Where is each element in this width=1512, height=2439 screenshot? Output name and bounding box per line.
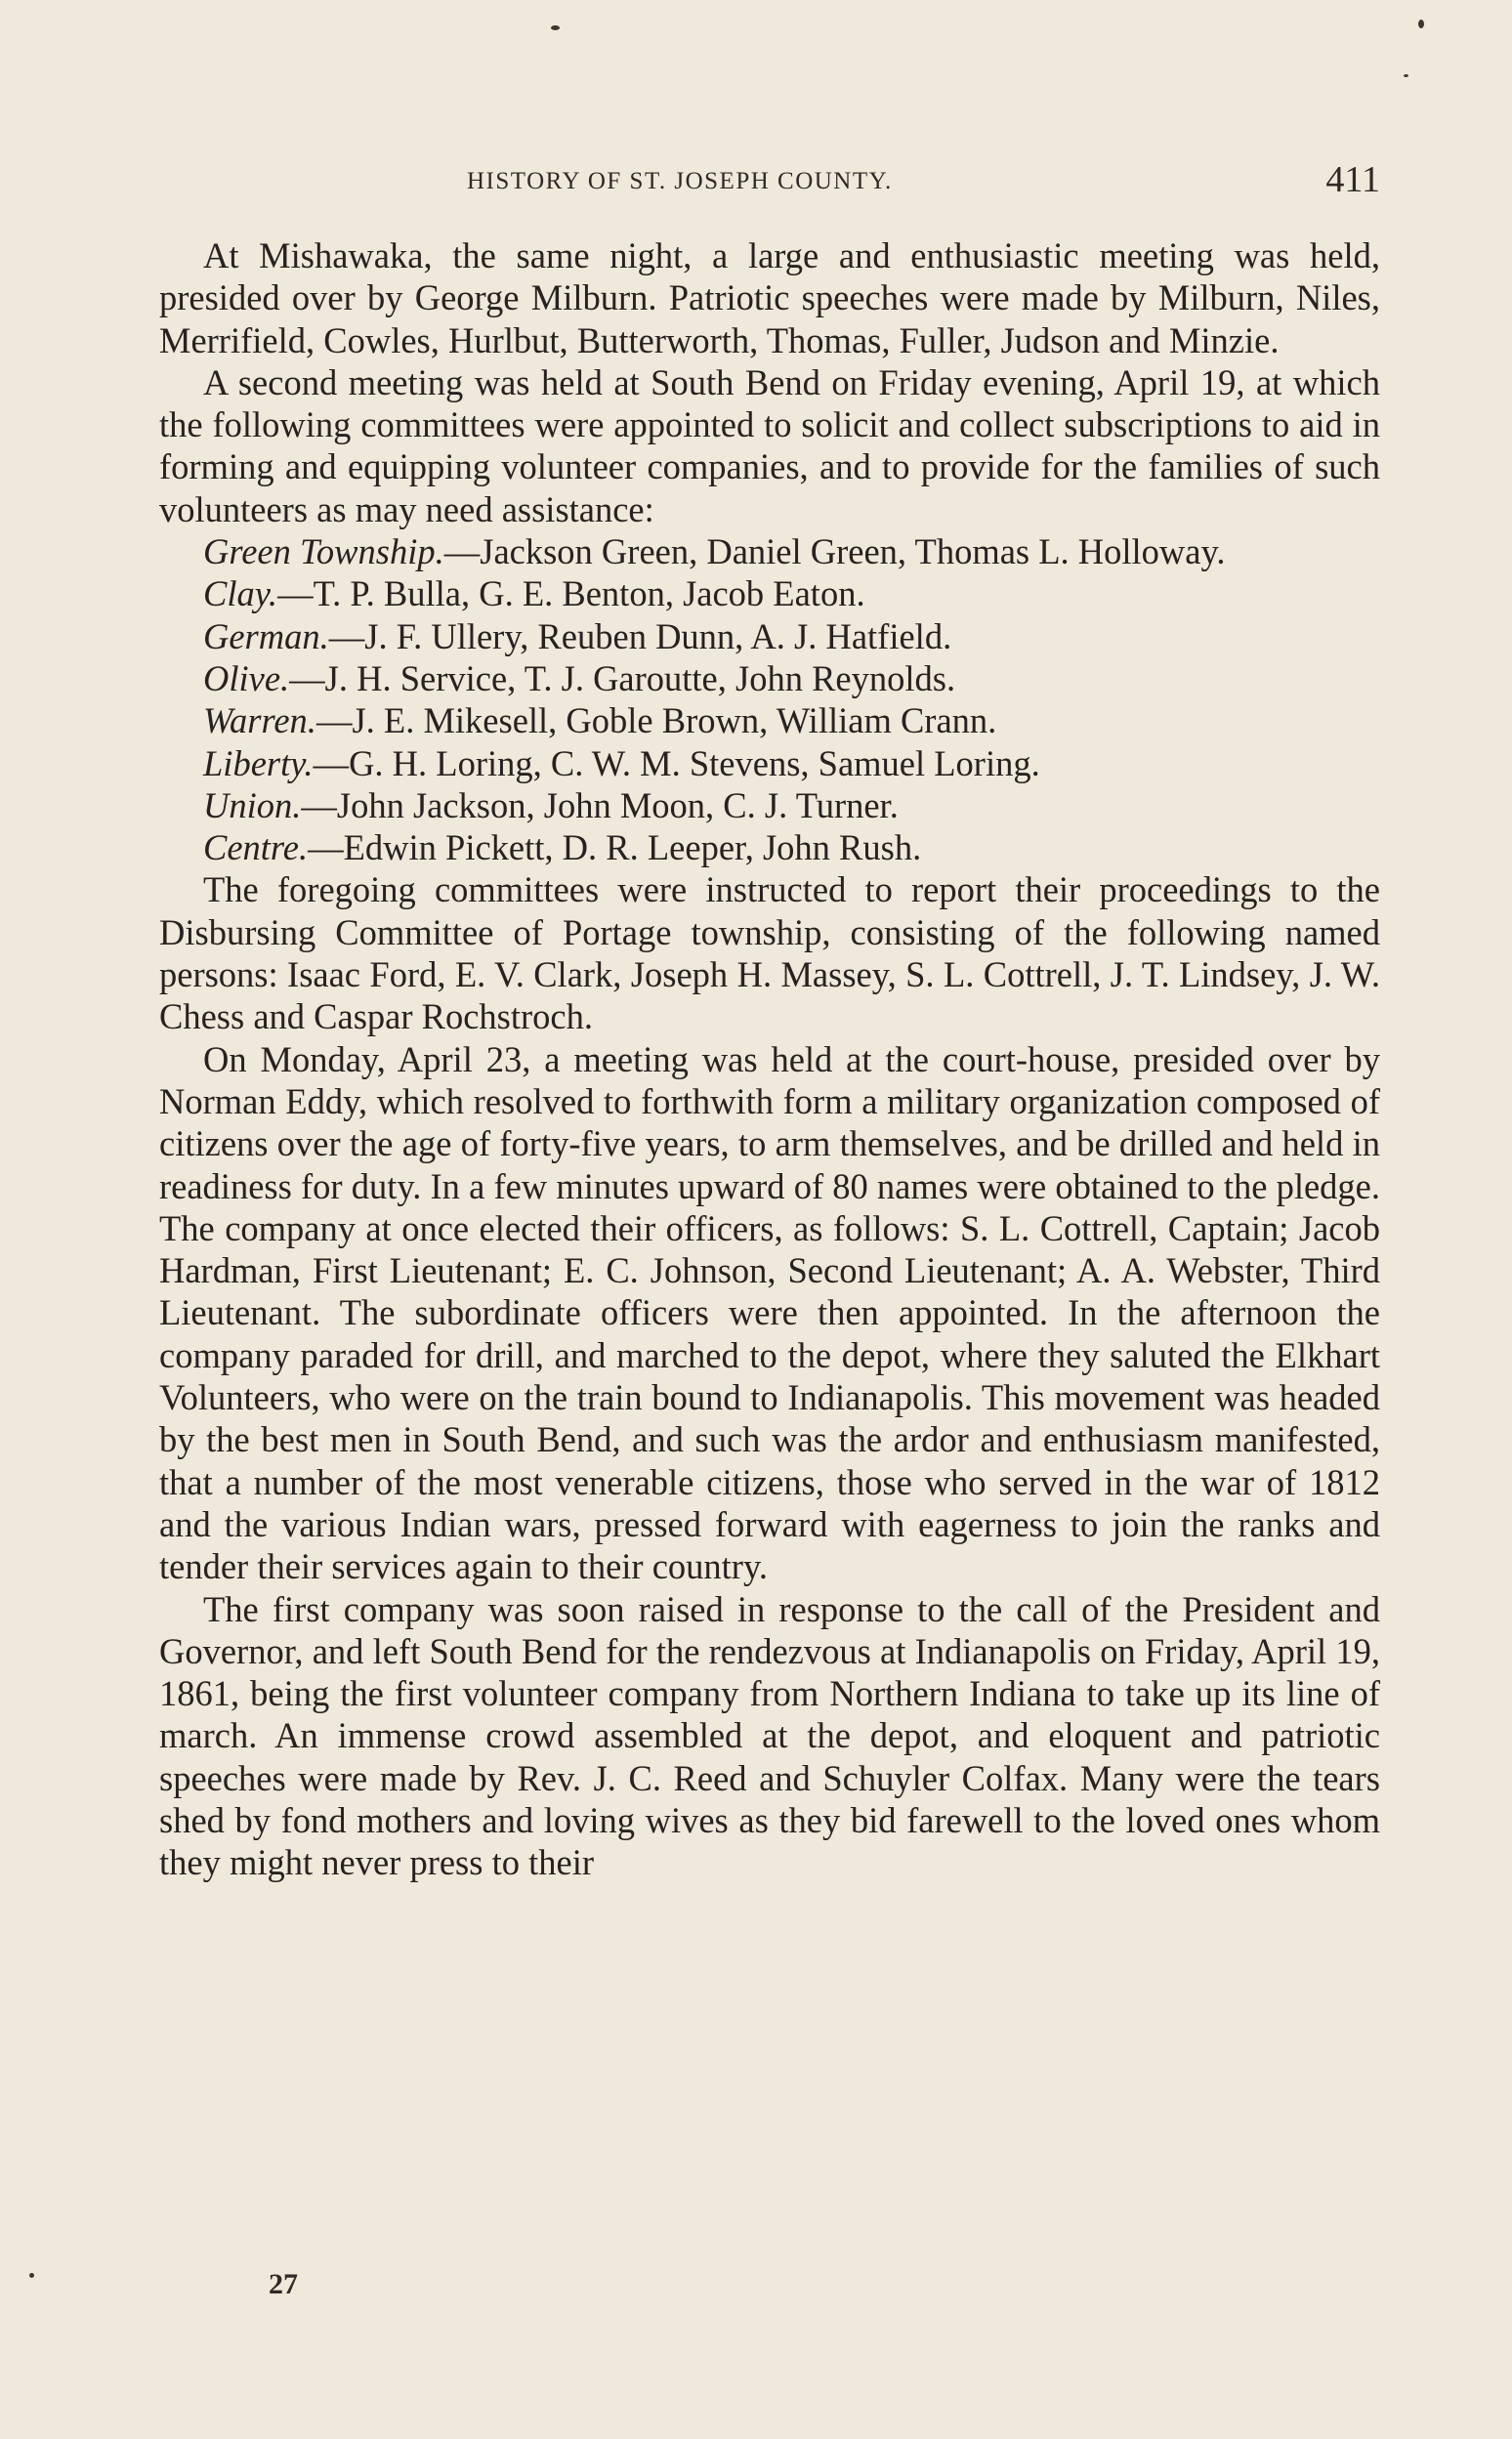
- committee-entry: [159, 615, 1380, 657]
- committee-township: Clay.: [203, 573, 278, 614]
- committee-entry: [159, 699, 1380, 741]
- committee-entry: [159, 657, 1380, 699]
- body-text: [159, 234, 1380, 1884]
- paragraph-monday-meeting: On Monday, April 23, a meeting was held at the court-house, presided over by Norman Eddy, which resolved to forthwith form a military organization composed of citizens over the age of forty-five years, to arm themselves, and be drilled and held in readiness for duty. In a few minutes upward of 80 names were obtained to the pledge. The company at once elected their officers, as follows: S. L. Cottrell, Captain; Jacob Hardman, First Lieutenant; E. C. Johnson, Second Lieutenant; A. A. Webster, Third Lieutenant. The subordinate officers were then appointed. In the afternoon the company paraded for drill, and marched to the depot, where they saluted the Elkhart Volunteers, who were on the train bound to Indianapolis. This movement was headed by the best men in South Bend, and such was the ardor and enthusiasm manifested, that a number of the most venerable citizens, those who served in the war of 1812 and the various Indian wars, pressed forward with eagerness to join the ranks and tender their services again to their country.: [159, 1038, 1380, 1587]
- committee-members: —John Jackson, John Moon, C. J. Turner.: [301, 784, 899, 825]
- committee-entry: [159, 826, 1380, 868]
- committee-members: —J. H. Service, T. J. Garoutte, John Reynolds.: [289, 657, 956, 698]
- committee-township: Olive.: [203, 657, 290, 698]
- committee-members: —G. H. Loring, C. W. M. Stevens, Samuel Loring.: [313, 742, 1040, 783]
- paragraph-mishawaka-meeting: At Mishawaka, the same night, a large and enthusiastic meeting was held, presided over by George Milburn. Patriotic speeches were made by Milburn, Niles, Merrifield, Cowles, Hurlbut, Butterworth, Thomas, Fuller, Judson and Minzie.: [159, 235, 1380, 360]
- committee-entry: [159, 742, 1380, 784]
- page-header: [159, 158, 1380, 207]
- committee-members: —Edwin Pickett, D. R. Leeper, John Rush.: [308, 827, 922, 868]
- committee-township: Centre.: [203, 827, 309, 868]
- page-number: 411: [1325, 159, 1380, 200]
- signature-mark: 27: [269, 2268, 298, 2300]
- committee-entry: [159, 784, 1380, 826]
- committee-members: —J. E. Mikesell, Goble Brown, William Crann.: [315, 700, 997, 741]
- committee-township: Union.: [203, 784, 302, 825]
- committee-township: German.: [203, 615, 329, 656]
- committee-entry: [159, 530, 1380, 572]
- committee-township: Green Township.: [203, 531, 444, 572]
- committee-members: —T. P. Bulla, G. E. Benton, Jacob Eaton.: [277, 573, 865, 614]
- committee-members: —Jackson Green, Daniel Green, Thomas L. Holloway.: [443, 531, 1226, 572]
- paragraph-disbursing-committee: The foregoing committees were instructed to report their proceedings to the Disbursing Committee of Portage township, consisting of the following named persons: Isaac Ford, E. V. Clark, Joseph H. Massey, S. L. Cottrell, J. T. Lindsey, J. W. Chess and Caspar Rochstroch.: [159, 869, 1380, 1037]
- committee-members: —J. F. Ullery, Reuben Dunn, A. J. Hatfield.: [328, 615, 952, 656]
- committee-entry: [159, 572, 1380, 614]
- paragraph-first-company: The first company was soon raised in response to the call of the President and Governor, and left South Bend for the rendezvous at Indianapolis on Friday, April 19, 1861, being the first volunteer company from Northern Indiana to take up its line of march. An immense crowd assembled at the depot, and eloquent and patriotic speeches were made by Rev. J. C. Reed and Schuyler Colfax. Many were the tears shed by fond mothers and loving wives as they bid farewell to the loved ones whom they might never press to their: [159, 1588, 1380, 1883]
- running-title: HISTORY OF ST. JOSEPH COUNTY.: [467, 168, 893, 194]
- committee-township: Liberty.: [203, 742, 314, 783]
- paragraph-second-meeting: A second meeting was held at South Bend on Friday evening, April 19, at which the following committees were appointed to solicit and collect subscriptions to aid in forming and equipping volunteer companies, and to provide for the families of such volunteers as may need assistance:: [159, 361, 1380, 529]
- committee-township: Warren.: [203, 700, 316, 741]
